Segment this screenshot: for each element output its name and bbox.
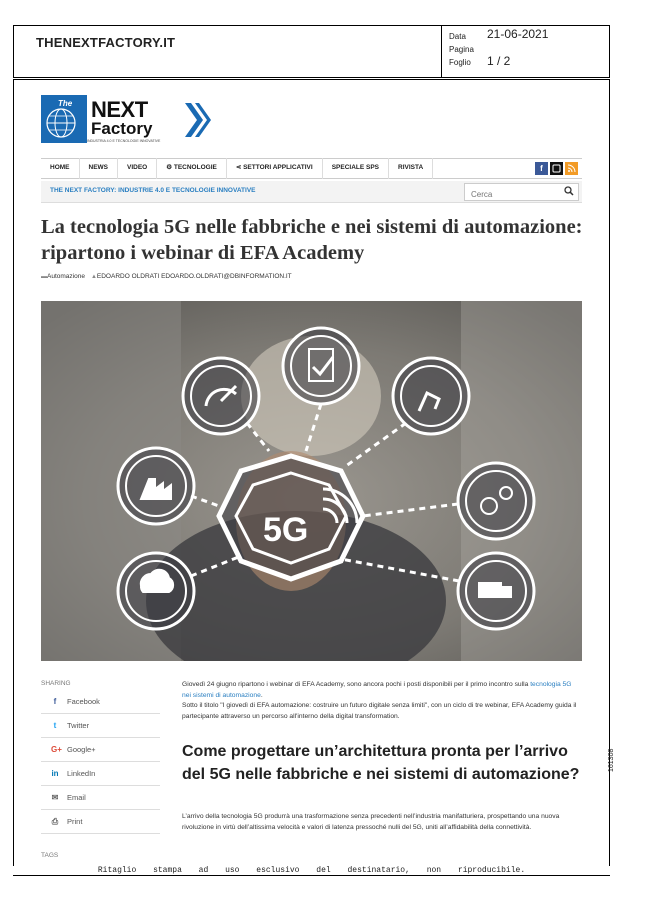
share-email[interactable] xyxy=(41,786,160,810)
site-slogan-link[interactable]: THE NEXT FACTORY: INDUSTRIE 4.0 E TECNOLOGIE INNOVATIVE xyxy=(50,187,256,194)
byline xyxy=(41,273,292,280)
share-label: LinkedIn xyxy=(67,769,96,778)
intro-paragraph: Giovedì 24 giugno ripartono i webinar di EFA Academy, sono ancora pochi i posti disponibili per il primo incontro sulla tecnologia 5G nei sistemi di automazione. xyxy=(182,681,572,699)
email-icon: ✉ xyxy=(51,793,59,802)
share-twitter[interactable] xyxy=(41,714,160,738)
share-label: Print xyxy=(67,817,83,826)
clipping-meta xyxy=(441,26,610,77)
tags-title: TAGS xyxy=(41,852,59,859)
google-plus-icon: G+ xyxy=(51,745,62,754)
5g-network-icon xyxy=(219,456,363,579)
clipping-side-code: 161308 xyxy=(608,748,615,772)
facebook-icon: f xyxy=(53,697,57,706)
clipping-header xyxy=(13,25,610,78)
search-input[interactable] xyxy=(465,187,561,203)
site-logo[interactable] xyxy=(41,95,211,147)
instagram-icon[interactable] xyxy=(550,162,563,175)
social-links xyxy=(535,162,582,175)
article-body xyxy=(182,812,582,833)
share-label: Twitter xyxy=(67,721,90,730)
nav-tecnologie[interactable]: ⚙ TECNOLOGIE xyxy=(157,158,227,179)
sheet-label: Foglio xyxy=(449,58,471,67)
logo-chevron-icon xyxy=(183,101,211,139)
sheet-value: 1 / 2 xyxy=(487,54,511,68)
article-author[interactable]: EDOARDO OLDRATI EDOARDO.OLDRATI@DBINFORMATION.IT xyxy=(96,273,292,280)
share-label: Facebook xyxy=(67,697,100,706)
clipping-source: THENEXTFACTORY.IT xyxy=(36,35,176,50)
logo-next: NEXT xyxy=(91,97,148,122)
facebook-icon[interactable]: f xyxy=(535,162,548,175)
webinar-link[interactable]: tecnologia 5G nei sistemi di automazione xyxy=(182,681,572,699)
intro-paragraph-2: Sotto il titolo "I giovedì di EFA automazione: costruire un futuro digitale senza limiti", con un ciclo di tre webinar, EFA Academy guida il partecipante attraverso un percorso all'interno della digital transformation. xyxy=(182,702,577,720)
share-google-plus[interactable] xyxy=(41,738,160,762)
nav-speciale-sps[interactable]: SPECIALE SPS xyxy=(323,158,389,179)
logo-tagline: INDUSTRIA 4.0 E TECNOLOGIE INNOVATIVE xyxy=(87,139,161,143)
nav-settori-applicativi[interactable]: ⋖ SETTORI APPLICATIVI xyxy=(227,158,323,179)
logo-the: The xyxy=(58,99,73,108)
nav-news[interactable]: NEWS xyxy=(80,158,119,179)
nav-video[interactable]: VIDEO xyxy=(118,158,157,179)
main-nav xyxy=(41,158,582,179)
sharing-title: SHARING xyxy=(41,680,71,687)
hero-image xyxy=(41,301,582,661)
print-icon: ⎙ xyxy=(51,816,59,826)
article-title: La tecnologia 5G nelle fabbriche e nei sistemi di automazione: ripartono i webinar di EFA Academy xyxy=(41,216,583,264)
page-label: Pagina xyxy=(449,45,474,54)
article-intro xyxy=(182,680,582,722)
share-linkedin[interactable] xyxy=(41,762,160,786)
folder-icon: ▬ xyxy=(41,274,47,280)
search-icon[interactable] xyxy=(564,186,574,196)
share-label: Email xyxy=(67,793,86,802)
svg-text:5G: 5G xyxy=(263,511,309,549)
rss-icon[interactable] xyxy=(565,162,578,175)
search-box xyxy=(464,183,579,201)
date-label: Data xyxy=(449,32,466,41)
share-print[interactable] xyxy=(41,810,160,834)
user-icon: ▲ xyxy=(90,274,97,280)
share-facebook[interactable] xyxy=(41,690,160,714)
article-subheading: Come progettare un’architettura pronta per l’arrivo del 5G nelle fabbriche e nei sistemi di automazione? xyxy=(182,743,580,783)
clipping-footer: Ritaglio stampa ad uso esclusivo del destinatario, non riproducibile. xyxy=(13,866,610,875)
body-paragraph: L’arrivo della tecnologia 5G produrrà una trasformazione senza precedenti nell’industria manifatturiera, prospettando una nuova rivoluzione in virtù dell’altissima velocità e valori di latenza pressoché nulli del 5G, uniti all’affidabilità della connettività. xyxy=(182,813,560,831)
sub-bar xyxy=(41,181,582,203)
linkedin-icon: in xyxy=(51,769,59,778)
logo-factory: Factory xyxy=(91,119,153,138)
nav-rivista[interactable]: RIVISTA xyxy=(389,158,433,179)
logo-globe-icon xyxy=(41,95,87,143)
twitter-icon: t xyxy=(53,721,57,730)
date-value: 21-06-2021 xyxy=(487,27,549,41)
article-category[interactable]: Automazione xyxy=(47,273,85,280)
share-label: Google+ xyxy=(67,745,96,754)
nav-home[interactable]: HOME xyxy=(41,158,80,179)
sharing-panel xyxy=(41,680,160,834)
